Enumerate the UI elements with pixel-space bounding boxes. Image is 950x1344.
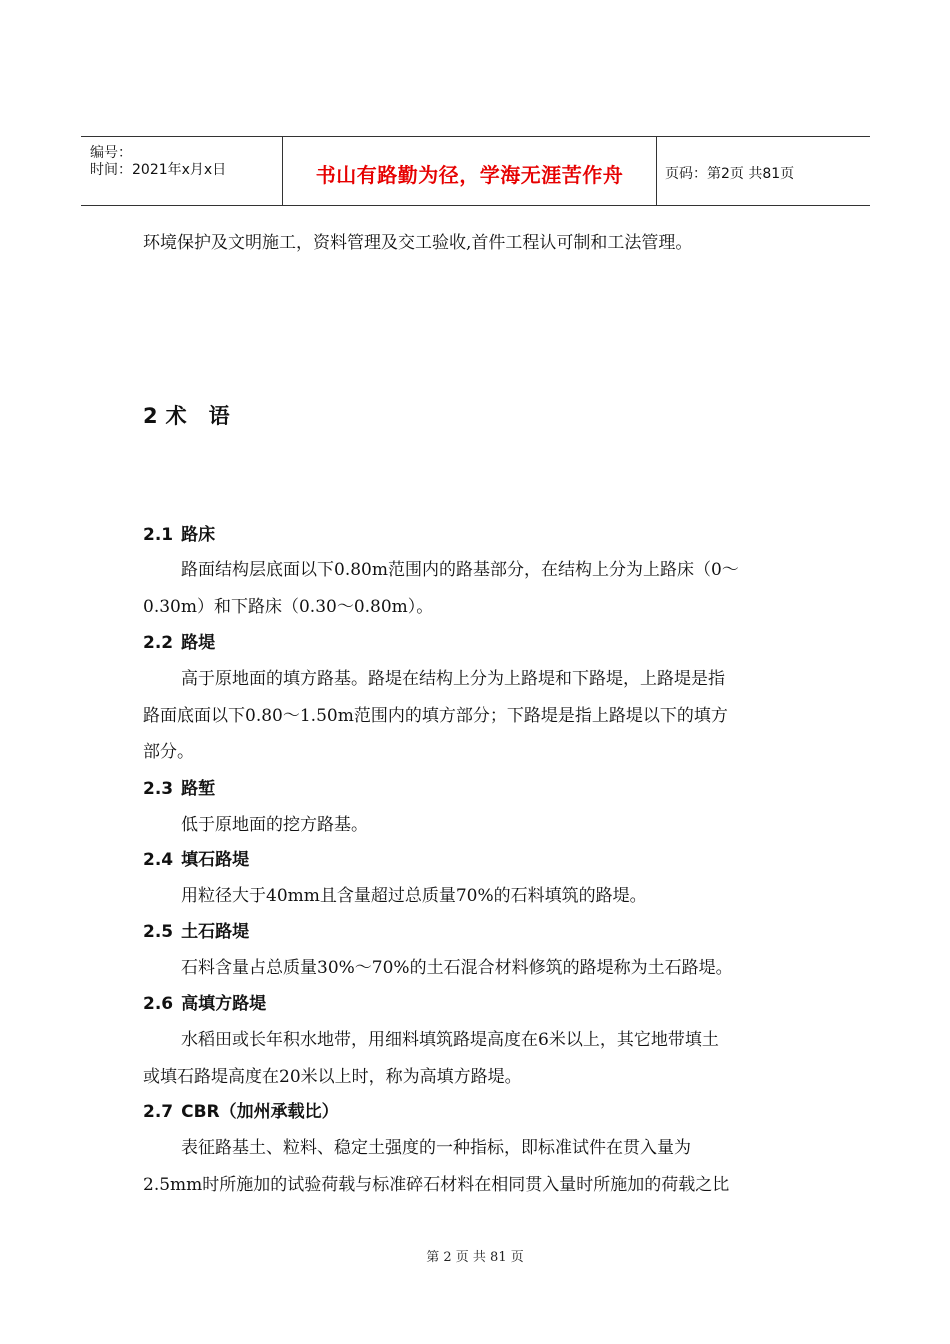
subsection-title: 路堤 (181, 633, 216, 653)
paragraph-line: 路面底面以下0.80～1.50m范围内的填方部分；下路堤是指上路堤以下的填方 (143, 706, 728, 726)
section-number: 2 (143, 404, 158, 428)
subsection-heading (143, 1102, 339, 1122)
paragraph-line: 石料含量占总质量30%～70%的土石混合材料修筑的路堤称为土石路堤。 (181, 958, 733, 978)
header-motto: 书山有路勤为径，学海无涯苦作舟 (315, 163, 624, 187)
header-motto-cell (283, 137, 657, 205)
subsection-number: 2.6 (143, 994, 174, 1014)
subsection-number: 2.5 (143, 922, 174, 942)
paragraph-line: 0.30m）和下路床（0.30～0.80m）。 (143, 597, 434, 617)
paragraph-line: 部分。 (143, 742, 194, 762)
subsection-heading (143, 994, 266, 1014)
subsection-number: 2.2 (143, 633, 174, 653)
header-page-cell (657, 137, 870, 205)
subsection-number: 2.1 (143, 525, 174, 545)
subsection-title: 土石路堤 (181, 922, 250, 942)
subsection-title: 填石路堤 (181, 850, 250, 870)
subsection-heading (143, 779, 215, 799)
paragraph-line: 路面结构层底面以下0.80m范围内的路基部分，在结构上分为上路床（0～ (181, 560, 739, 580)
paragraph-line: 高于原地面的填方路基。路堤在结构上分为上路堤和下路堤，上路堤是指 (181, 669, 725, 689)
subsection-title: 高填方路堤 (181, 994, 267, 1014)
subsection-heading (143, 922, 249, 942)
subsection-title: CBR（加州承载比） (181, 1102, 339, 1122)
subsection-number: 2.7 (143, 1102, 174, 1122)
subsection-heading (143, 850, 249, 870)
header-page-number: 页码：第2页 共81页 (665, 166, 795, 182)
paragraph-line: 或填石路堤高度在20米以上时，称为高填方路堤。 (143, 1067, 522, 1087)
document-time: 时间：2021年x月x日 (90, 162, 227, 178)
section-heading (143, 400, 252, 430)
paragraph-line: 用粒径大于40mm且含量超过总质量70%的石料填筑的路堤。 (181, 886, 647, 906)
paragraph-line: 表征路基土、粒料、稳定土强度的一种指标，即标准试件在贯入量为 (181, 1138, 691, 1158)
paragraph-line: 低于原地面的挖方路基。 (181, 815, 368, 835)
header-meta-cell (81, 137, 283, 205)
subsection-number: 2.4 (143, 850, 174, 870)
subsection-heading (143, 633, 215, 653)
page-footer: 第 2 页 共 81 页 (426, 1250, 524, 1265)
page-header (81, 136, 870, 206)
intro-paragraph: 环境保护及文明施工，资料管理及交工验收,首件工程认可制和工法管理。 (143, 233, 693, 253)
section-title: 术语 (165, 404, 252, 428)
paragraph-line: 水稻田或长年积水地带，用细料填筑路堤高度在6米以上，其它地带填土 (181, 1030, 719, 1050)
subsection-title: 路堑 (181, 779, 216, 799)
document-number-label: 编号： (90, 145, 132, 161)
subsection-number: 2.3 (143, 779, 174, 799)
subsection-title: 路床 (181, 525, 216, 545)
paragraph-line: 2.5mm时所施加的试验荷载与标准碎石材料在相同贯入量时所施加的荷载之比 (143, 1175, 730, 1195)
subsection-heading (143, 525, 215, 545)
